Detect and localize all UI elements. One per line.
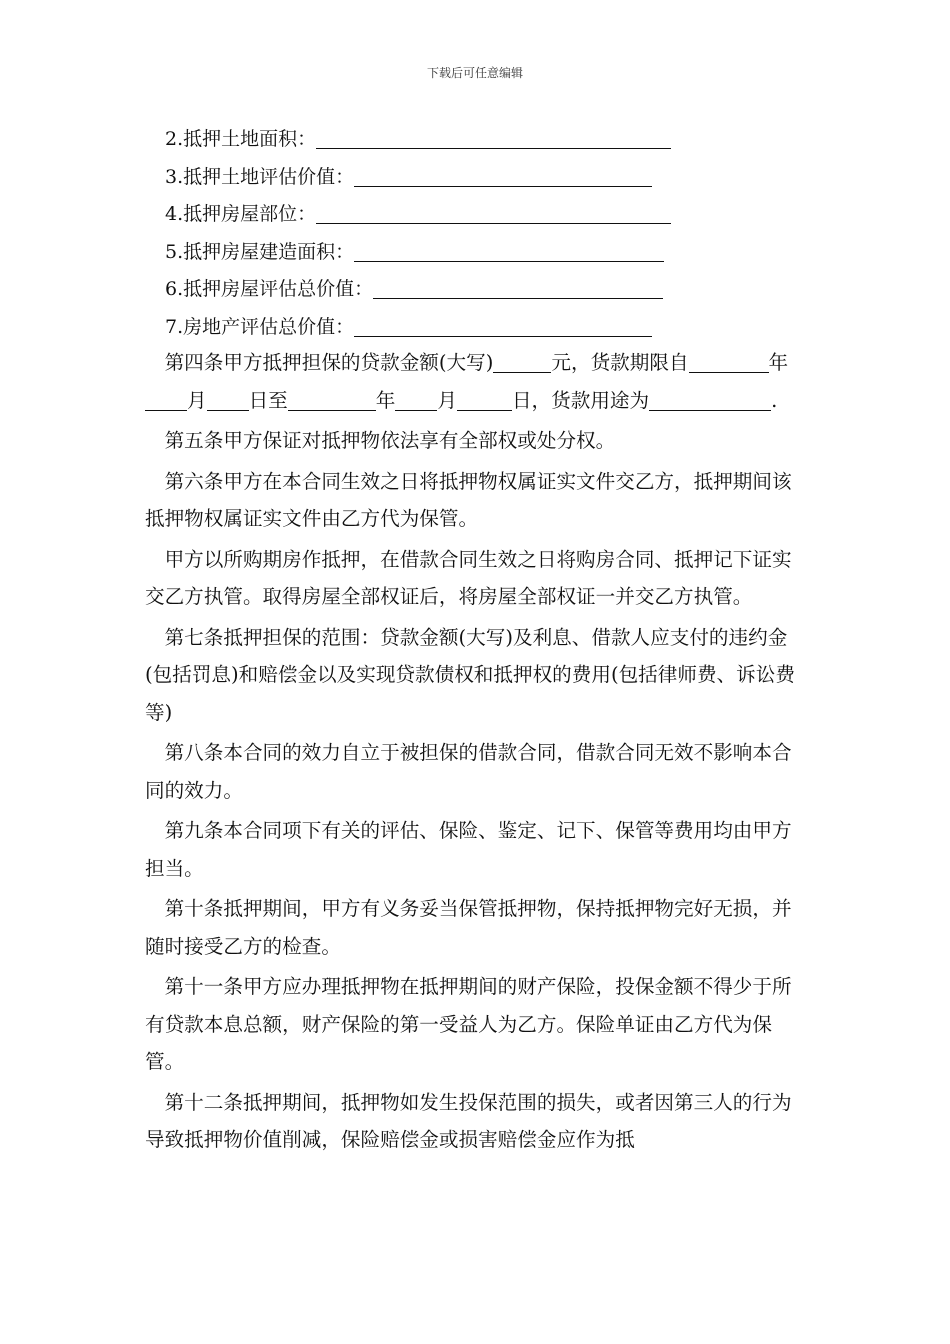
text: 月	[437, 388, 457, 412]
text: 月	[187, 388, 207, 412]
page-header: 下载后可任意编辑	[426, 66, 523, 80]
field-label: 2.抵押土地面积：	[165, 128, 317, 150]
article-9: 第九条本合同项下有关的评估、保险、鉴定、记下、保管等费用均由甲方担当。	[145, 819, 792, 880]
fill-blank[interactable]	[145, 390, 187, 411]
article-6-presale: 甲方以所购期房作抵押，在借款合同生效之日将购房合同、抵押记下证实交乙方执管。取得房屋全部权证后，将房屋全部权证一并交乙方执管。	[145, 547, 792, 608]
field-label: 6.抵押房屋评估总价值：	[165, 278, 374, 300]
fill-blank[interactable]	[373, 278, 663, 299]
text: 元，货款期限自	[551, 351, 689, 374]
collateral-fields	[165, 121, 725, 346]
fill-blank[interactable]	[457, 390, 512, 411]
contract-body	[145, 344, 807, 1162]
article-10: 第十条抵押期间，甲方有义务妥当保管抵押物，保持抵押物完好无损，并随时接受乙方的检查。	[145, 897, 792, 958]
fill-blank[interactable]	[354, 316, 652, 337]
fill-blank[interactable]	[395, 390, 437, 411]
field-estate-value	[165, 309, 725, 347]
fill-blank[interactable]	[354, 241, 664, 262]
text: 日，货款用途为	[511, 388, 650, 412]
field-house-value	[165, 271, 725, 309]
text: 年	[375, 388, 396, 412]
article-4	[145, 344, 807, 419]
text: .	[771, 388, 778, 412]
article-8: 第八条本合同的效力自立于被担保的借款合同，借款合同无效不影响本合同的效力。	[145, 741, 792, 802]
fill-blank[interactable]	[316, 128, 671, 149]
fill-blank[interactable]	[493, 352, 551, 373]
field-label: 7.房地产评估总价值：	[165, 315, 355, 338]
article-11: 第十一条甲方应办理抵押物在抵押期间的财产保险，投保金额不得少于所有贷款本息总额，财产保险的第一受益人为乙方。保险单证由乙方代为保管。	[145, 975, 792, 1073]
fill-blank[interactable]	[354, 166, 652, 187]
field-land-value	[165, 159, 725, 197]
fill-blank[interactable]	[689, 352, 769, 373]
article-12: 第十二条抵押期间，抵押物如发生投保范围的损失，或者因第三人的行为导致抵押物价值削减，保险赔偿金或损害赔偿金应作为抵	[145, 1090, 792, 1151]
field-house-location	[165, 196, 725, 234]
field-label: 5.抵押房屋建造面积：	[165, 240, 355, 263]
article-7: 第七条抵押担保的范围：贷款金额(大写)及利息、借款人应支付的违约金(包括罚息)和赔偿金以及实现贷款债权和抵押权的费用(包括律师费、诉讼费等)	[145, 625, 795, 724]
field-house-area	[165, 234, 725, 272]
fill-blank[interactable]	[288, 390, 376, 411]
article-6: 第六条甲方在本合同生效之日将抵押物权属证实文件交乙方，抵押期间该抵押物权属证实文件由乙方代为保管。	[145, 469, 792, 530]
fill-blank[interactable]	[649, 390, 707, 411]
text: 年	[768, 351, 789, 374]
field-label: 4.抵押房屋部位：	[165, 203, 317, 225]
fill-blank[interactable]	[316, 203, 671, 224]
text: 日至	[248, 388, 288, 412]
article-5: 第五条甲方保证对抵押物依法享有全部权或处分权。	[164, 429, 616, 452]
fill-blank[interactable]	[707, 390, 771, 411]
field-label: 3.抵押土地评估价值：	[165, 165, 355, 188]
fill-blank[interactable]	[207, 390, 249, 411]
text: 第四条甲方抵押担保的贷款金额(大写)	[164, 351, 494, 374]
field-land-area	[165, 121, 725, 159]
